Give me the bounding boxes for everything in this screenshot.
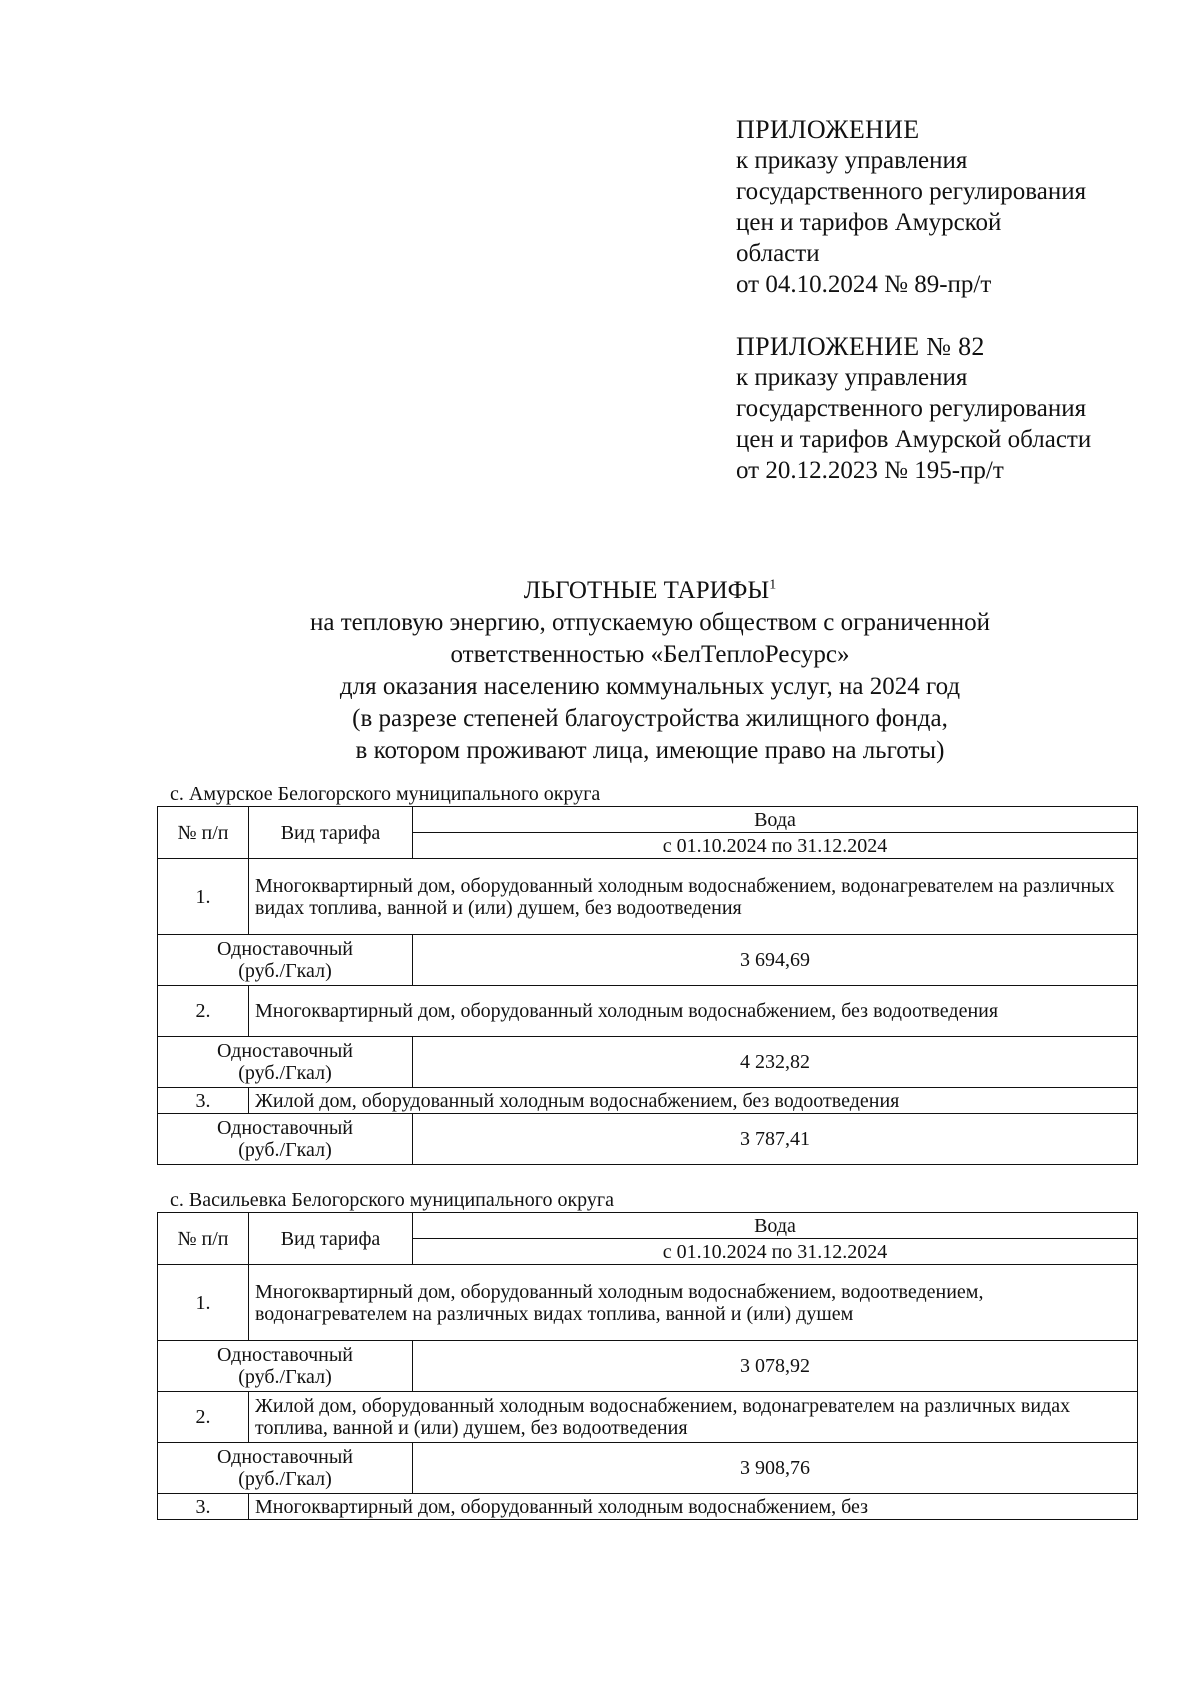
tariff-label: Одноставочный (руб./Гкал) [158,1037,413,1088]
row-num: 3. [158,1494,249,1520]
row-description: Жилой дом, оборудованный холодным водоснабжением, водонагревателем на различных видах топлива, ванной и (или) душем, без водоотведения [249,1392,1138,1443]
locality-label: с. Васильевка Белогорского муниципального округа [170,1189,614,1211]
footnote-mark: 1 [769,577,777,593]
tariff-label: Одноставочный (руб./Гкал) [158,935,413,986]
title-line: ответственностью «БелТеплоРесурс» [450,641,850,668]
row-num: 1. [158,859,249,935]
row-num: 3. [158,1088,249,1114]
appendix-line: от 20.12.2023 № 195-пр/т [736,457,1004,484]
row-description: Жилой дом, оборудованный холодным водоснабжением, без водоотведения [249,1088,1138,1114]
table-row [158,1392,1138,1443]
title-heading: ЛЬГОТНЫЕ ТАРИФЫ$^1$ [523,577,777,604]
appendix-block-1 [736,114,1156,300]
appendix-line: от 04.10.2024 № 89-пр/т [736,271,992,298]
header-water: Вода [413,807,1138,833]
row-description: Многоквартирный дом, оборудованный холодным водоснабжением, водоотведением, водонагревателем на различных видах топлива, ванной и (или) душем [249,1265,1138,1341]
title-line: для оказания населению коммунальных услуг, на 2024 год [339,673,961,700]
table-row [158,1114,1138,1165]
tariff-label: Одноставочный (руб./Гкал) [158,1341,413,1392]
appendix-line: цен и тарифов Амурской [736,209,1002,236]
title-line: (в разрезе степеней благоустройства жилищного фонда, [352,705,948,732]
table-row [158,1443,1138,1494]
table-row [158,859,1138,935]
header-period: с 01.10.2024 по 31.12.2024 [413,1239,1138,1265]
appendix-title: ПРИЛОЖЕНИЕ [736,115,920,144]
row-num: 2. [158,1392,249,1443]
appendix-line: к приказу управления [736,147,968,174]
appendix-line: цен и тарифов Амурской области [736,426,1092,453]
title-line: на тепловую энергию, отпускаемую обществом с ограниченной [310,609,990,636]
table-row [158,986,1138,1037]
header-num: № п/п [158,1213,249,1265]
tariff-label: Одноставочный (руб./Гкал) [158,1114,413,1165]
tariff-value: 3 078,92 [413,1341,1138,1392]
tariff-value: 4 232,82 [413,1037,1138,1088]
tariff-table-2 [157,1212,1138,1520]
tariff-table-1 [157,806,1138,1165]
appendix-line: к приказу управления [736,364,968,391]
document-title [150,575,1150,767]
appendix-line: государственного регулирования [736,395,1087,422]
tariff-value: 3 694,69 [413,935,1138,986]
tariff-value: 3 908,76 [413,1443,1138,1494]
row-description: Многоквартирный дом, оборудованный холодным водоснабжением, без [249,1494,1138,1520]
row-num: 1. [158,1265,249,1341]
table-row [158,1037,1138,1088]
table-row [158,1265,1138,1341]
row-description: Многоквартирный дом, оборудованный холодным водоснабжением, водонагревателем на различных видах топлива, ванной и (или) душем, без водоотведения [249,859,1138,935]
row-description: Многоквартирный дом, оборудованный холодным водоснабжением, без водоотведения [249,986,1138,1037]
locality-label: с. Амурское Белогорского муниципального округа [170,783,601,805]
header-type: Вид тарифа [249,807,413,859]
table-row [158,935,1138,986]
appendix-line: области [736,240,820,267]
table-row [158,1088,1138,1114]
row-num: 2. [158,986,249,1037]
table-row [158,1494,1138,1520]
table-row [158,1341,1138,1392]
tariff-value: 3 787,41 [413,1114,1138,1165]
header-period: с 01.10.2024 по 31.12.2024 [413,833,1138,859]
appendix-title: ПРИЛОЖЕНИЕ № 82 [736,332,985,361]
header-num: № п/п [158,807,249,859]
title-line: в котором проживают лица, имеющие право на льготы) [355,737,945,764]
tariff-label: Одноставочный (руб./Гкал) [158,1443,413,1494]
header-water: Вода [413,1213,1138,1239]
appendix-line: государственного регулирования [736,178,1087,205]
header-type: Вид тарифа [249,1213,413,1265]
appendix-block-2 [736,331,1156,486]
